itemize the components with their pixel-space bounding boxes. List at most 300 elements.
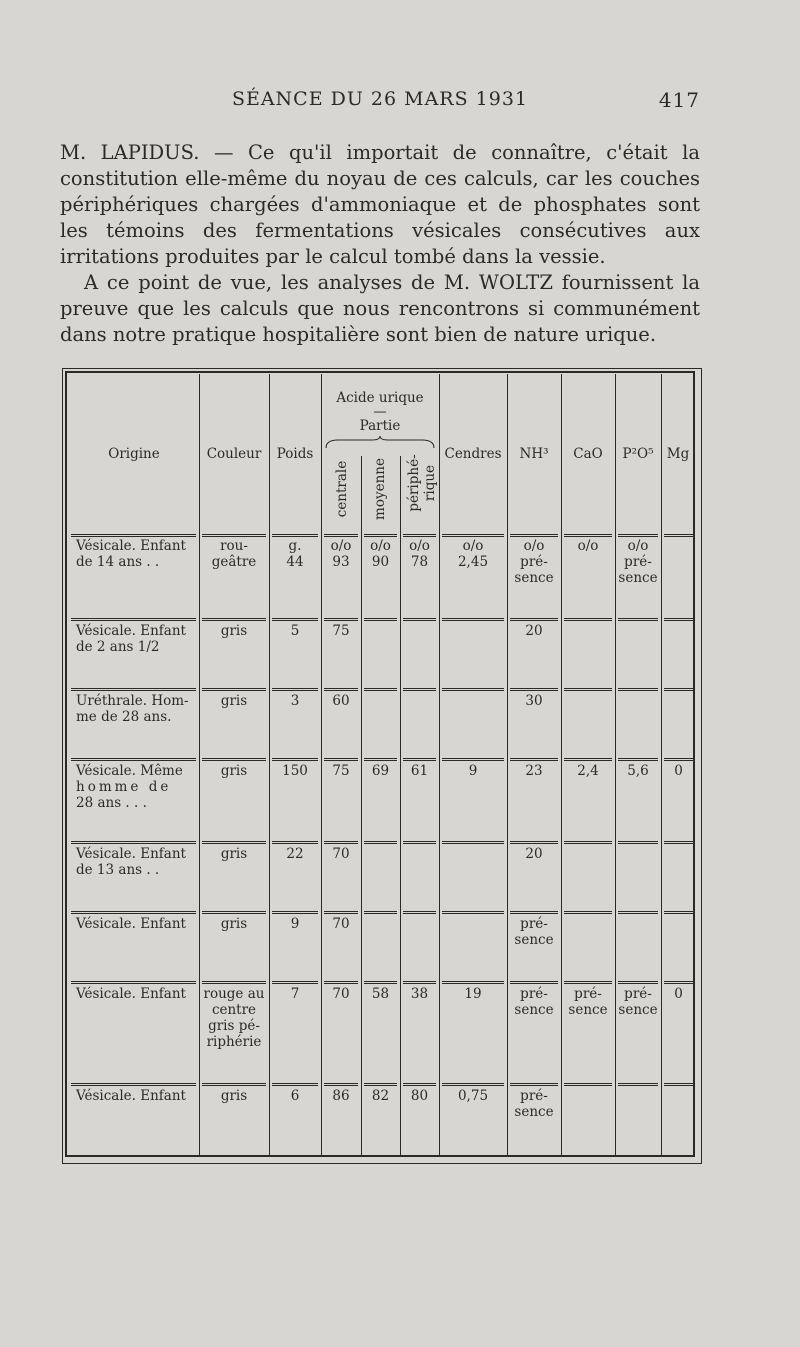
cell-line: gris (220, 846, 248, 862)
cell-couleur (201, 986, 267, 1050)
cell-line: sence (618, 570, 658, 586)
row-rule (618, 981, 658, 982)
header-poids: Poids (276, 446, 314, 462)
cell-origine (76, 1088, 195, 1104)
row-rule (510, 1083, 558, 1084)
column-rule (361, 456, 362, 1156)
row-rule (618, 983, 658, 984)
cell-line: 44 (286, 554, 304, 570)
cell-couleur (201, 538, 267, 570)
row-rule (403, 760, 436, 761)
row-rule (564, 620, 612, 621)
cell-line: 0 (674, 986, 683, 1002)
cell-line: o/o (523, 538, 545, 554)
row-rule (272, 534, 318, 535)
cell-centrale (323, 846, 359, 862)
row-rule (272, 1085, 318, 1086)
cell-poids (271, 916, 319, 932)
cell-line: geâtre (211, 554, 257, 570)
row-rule (403, 758, 436, 759)
row-rule (403, 1085, 436, 1086)
cell-poids (271, 763, 319, 779)
row-rule (71, 534, 196, 535)
cell-poids (271, 1088, 319, 1104)
row-rule (664, 620, 693, 621)
row-rule (364, 620, 397, 621)
cell-cao (563, 538, 613, 554)
row-rule (618, 843, 658, 844)
cell-line: pré- (520, 986, 548, 1002)
row-rule (272, 981, 318, 982)
cell-line: sence (514, 932, 554, 948)
cell-origine (76, 846, 195, 878)
cell-line: 60 (332, 693, 350, 709)
cell-poids (271, 538, 319, 570)
header-partie: Partie (359, 418, 401, 434)
cell-line: 70 (332, 846, 350, 862)
row-rule (403, 1083, 436, 1084)
row-rule (442, 688, 504, 689)
row-rule (202, 688, 266, 689)
row-rule (324, 911, 358, 912)
cell-line: 0,75 (457, 1088, 489, 1104)
cell-line: 70 (332, 986, 350, 1002)
row-rule (272, 843, 318, 844)
row-rule (403, 841, 436, 842)
paragraph-1-text: — Ce qu'il importait de connaître, c'était la constitution elle-même du noyau de ces calculs, car les couches périphériques chargées d'ammoniaque et de phosphates sont les témoins des fermentations vésicales consécutives aux irritations produites par le calcul tombé dans la vessie. (60, 141, 700, 268)
row-rule (618, 536, 658, 537)
cell-line: 90 (371, 554, 390, 570)
cell-line: pré- (624, 986, 652, 1002)
row-rule (564, 1085, 612, 1086)
row-rule (618, 1083, 658, 1084)
cell-moyenne (363, 763, 398, 779)
row-rule (442, 913, 504, 914)
row-rule (510, 534, 558, 535)
cell-centrale (323, 693, 359, 709)
row-rule (442, 841, 504, 842)
row-rule (618, 841, 658, 842)
row-rule (71, 618, 196, 619)
row-rule (272, 536, 318, 537)
cell-line: pré- (520, 1088, 548, 1104)
row-rule (510, 913, 558, 914)
cell-cao (563, 763, 613, 779)
row-rule (564, 534, 612, 535)
column-rule (439, 374, 440, 1156)
row-rule (202, 981, 266, 982)
cell-line: sence (618, 1002, 658, 1018)
row-rule (403, 983, 436, 984)
cell-centrale (323, 538, 359, 570)
row-rule (71, 981, 196, 982)
cell-line: 20 (525, 623, 543, 639)
row-rule (618, 913, 658, 914)
row-rule (364, 843, 397, 844)
row-rule (564, 841, 612, 842)
cell-cendres (441, 538, 505, 570)
row-rule (442, 1085, 504, 1086)
row-rule (664, 758, 693, 759)
row-rule (71, 536, 196, 537)
cell-line: 6 (290, 1088, 300, 1104)
row-rule (202, 620, 266, 621)
row-rule (364, 618, 397, 619)
column-rule (321, 374, 322, 1156)
row-rule (403, 911, 436, 912)
column-rule (661, 374, 662, 1156)
cell-origine (76, 623, 195, 655)
header-dash: — (373, 404, 387, 420)
row-rule (403, 688, 436, 689)
cell-p2o5 (617, 986, 659, 1018)
cell-moyenne (363, 1088, 398, 1104)
header-p2o5: P²O⁵ (622, 446, 654, 462)
row-rule (364, 981, 397, 982)
cell-line: 93 (332, 554, 350, 570)
row-rule (71, 690, 196, 691)
row-rule (664, 534, 693, 535)
row-rule (403, 618, 436, 619)
cell-line: Vésicale. Même (76, 763, 183, 779)
row-rule (324, 620, 358, 621)
row-rule (364, 758, 397, 759)
cell-moyenne (363, 986, 398, 1002)
row-rule (442, 534, 504, 535)
cell-line: gris pé- (208, 1018, 260, 1034)
row-rule (403, 913, 436, 914)
cell-line: gris (220, 763, 248, 779)
cell-couleur (201, 916, 267, 932)
cell-line: 70 (332, 916, 350, 932)
row-rule (71, 688, 196, 689)
row-rule (618, 911, 658, 912)
cell-line: sence (568, 1002, 608, 1018)
row-rule (664, 688, 693, 689)
row-rule (442, 760, 504, 761)
row-rule (510, 841, 558, 842)
row-rule (364, 841, 397, 842)
cell-origine (76, 763, 195, 811)
row-rule (202, 913, 266, 914)
row-rule (564, 758, 612, 759)
header-nh3: NH³ (519, 446, 549, 462)
cell-line: Vésicale. Enfant (76, 986, 186, 1002)
cell-line: o/o (627, 538, 649, 554)
cell-cao (563, 986, 613, 1018)
cell-line: 38 (410, 986, 429, 1002)
row-rule (324, 1085, 358, 1086)
row-rule (324, 760, 358, 761)
cell-line: gris (220, 693, 248, 709)
row-rule (272, 688, 318, 689)
row-rule (272, 618, 318, 619)
column-rule (400, 456, 401, 1156)
cell-line: 86 (332, 1088, 350, 1104)
row-rule (510, 843, 558, 844)
cell-line: 75 (332, 623, 350, 639)
row-rule (664, 760, 693, 761)
cell-line: o/o (330, 538, 352, 554)
row-rule (442, 536, 504, 537)
header-couleur: Couleur (206, 446, 262, 462)
row-rule (71, 913, 196, 914)
cell-line: 69 (371, 763, 390, 779)
row-rule (71, 911, 196, 912)
cell-line: gris (220, 623, 248, 639)
cell-line: 30 (525, 693, 543, 709)
row-rule (564, 1083, 612, 1084)
cell-line: 80 (410, 1088, 429, 1104)
row-rule (324, 1083, 358, 1084)
cell-line: o/o (577, 538, 599, 554)
row-rule (618, 690, 658, 691)
row-rule (664, 913, 693, 914)
row-rule (324, 981, 358, 982)
row-rule (71, 760, 196, 761)
row-rule (564, 688, 612, 689)
cell-line: 2,4 (577, 763, 599, 779)
row-rule (618, 534, 658, 535)
cell-nh3 (509, 693, 559, 709)
row-rule (564, 536, 612, 537)
row-rule (664, 911, 693, 912)
row-rule (564, 981, 612, 982)
row-rule (510, 758, 558, 759)
row-rule (364, 1083, 397, 1084)
cell-nh3 (509, 916, 559, 948)
page-number: 417 (658, 88, 700, 112)
row-rule (272, 760, 318, 761)
cell-line: 5,6 (627, 763, 649, 779)
row-rule (618, 620, 658, 621)
paragraph-2 (60, 270, 700, 348)
cell-mg (663, 763, 694, 779)
row-rule (272, 690, 318, 691)
cell-line: g. (288, 538, 302, 554)
cell-nh3 (509, 623, 559, 639)
speaker-name: M. LAPIDUS. (60, 141, 200, 164)
row-rule (403, 536, 436, 537)
header-peripherique-1: périphé- (406, 454, 422, 512)
row-rule (324, 758, 358, 759)
row-rule (510, 688, 558, 689)
row-rule (202, 1085, 266, 1086)
cell-line: de 14 ans . . (76, 554, 160, 570)
cell-line: 150 (282, 763, 308, 779)
row-rule (202, 536, 266, 537)
author-name: WOLTZ (478, 271, 553, 294)
cell-origine (76, 986, 195, 1002)
row-rule (324, 913, 358, 914)
cell-centrale (323, 1088, 359, 1104)
cell-nh3 (509, 986, 559, 1018)
row-rule (324, 843, 358, 844)
row-rule (364, 690, 397, 691)
cell-line: Vésicale. Enfant (76, 1088, 186, 1104)
cell-moyenne (363, 538, 398, 570)
column-rule (507, 374, 508, 1156)
cell-line: 61 (410, 763, 429, 779)
column-rule (199, 374, 200, 1156)
row-rule (510, 981, 558, 982)
cell-line: de 13 ans . . (76, 862, 160, 878)
row-rule (510, 618, 558, 619)
running-header (60, 88, 700, 118)
cell-line: centre (211, 1002, 257, 1018)
cell-line: riphérie (206, 1034, 262, 1050)
column-rule (615, 374, 616, 1156)
row-rule (364, 1085, 397, 1086)
cell-line: pré- (574, 986, 602, 1002)
cell-line: 20 (525, 846, 543, 862)
paragraph-2-part-a: A ce point de vue, les analyses de M. (84, 271, 479, 294)
row-rule (202, 758, 266, 759)
row-rule (618, 758, 658, 759)
row-rule (324, 534, 358, 535)
row-rule (442, 690, 504, 691)
cell-line: gris (220, 916, 248, 932)
row-rule (564, 760, 612, 761)
row-rule (442, 1083, 504, 1084)
cell-nh3 (509, 763, 559, 779)
row-rule (364, 983, 397, 984)
paragraph-1 (60, 140, 700, 270)
cell-line: 3 (290, 693, 300, 709)
cell-origine (76, 538, 195, 570)
cell-cendres (441, 763, 505, 779)
cell-line: 28 ans . . . (76, 795, 147, 811)
row-rule (403, 981, 436, 982)
cell-line: 23 (525, 763, 543, 779)
row-rule (664, 983, 693, 984)
row-rule (403, 843, 436, 844)
row-rule (618, 1085, 658, 1086)
row-rule (324, 688, 358, 689)
cell-line: 5 (290, 623, 300, 639)
row-rule (510, 690, 558, 691)
cell-cendres (441, 1088, 505, 1104)
row-rule (202, 983, 266, 984)
row-rule (364, 536, 397, 537)
row-rule (272, 620, 318, 621)
cell-poids (271, 846, 319, 862)
cell-mg (663, 986, 694, 1002)
row-rule (442, 983, 504, 984)
header-moyenne: moyenne (372, 458, 388, 520)
cell-line: de 2 ans 1/2 (76, 639, 160, 655)
cell-line: sence (514, 570, 554, 586)
row-rule (71, 620, 196, 621)
row-rule (202, 911, 266, 912)
cell-line: 58 (371, 986, 390, 1002)
row-rule (564, 913, 612, 914)
cell-centrale (323, 916, 359, 932)
row-rule (664, 536, 693, 537)
cell-line: 9 (468, 763, 478, 779)
row-rule (272, 758, 318, 759)
cell-line: rou- (220, 538, 248, 554)
row-rule (618, 760, 658, 761)
row-rule (71, 1083, 196, 1084)
row-rule (324, 983, 358, 984)
cell-couleur (201, 1088, 267, 1104)
row-rule (664, 690, 693, 691)
cell-line: sence (514, 1104, 554, 1120)
row-rule (664, 1085, 693, 1086)
row-rule (71, 841, 196, 842)
row-rule (202, 841, 266, 842)
row-rule (664, 618, 693, 619)
header-acide-urique: Acide urique (336, 390, 424, 406)
row-rule (442, 758, 504, 759)
row-rule (564, 843, 612, 844)
row-rule (618, 618, 658, 619)
cell-p2o5 (617, 538, 659, 586)
row-rule (510, 620, 558, 621)
cell-line: pré- (624, 554, 652, 570)
row-rule (403, 620, 436, 621)
row-rule (71, 843, 196, 844)
cell-poids (271, 986, 319, 1002)
header-centrale: centrale (334, 460, 350, 518)
paragraph-2-part-b: fournissent la preuve que les calculs que nous rencontrons si communément dans notre pratique hospitalière sont bien de nature urique. (60, 271, 701, 346)
row-rule (202, 690, 266, 691)
cell-cendres (441, 986, 505, 1002)
row-rule (442, 981, 504, 982)
row-rule (272, 911, 318, 912)
row-rule (324, 536, 358, 537)
header-mg: Mg (666, 446, 690, 462)
row-rule (202, 1083, 266, 1084)
row-rule (272, 841, 318, 842)
row-rule (272, 983, 318, 984)
row-rule (71, 758, 196, 759)
cell-line: me de 28 ans. (76, 709, 172, 725)
row-rule (324, 618, 358, 619)
cell-line: gris (220, 1088, 248, 1104)
cell-line: 82 (371, 1088, 390, 1104)
row-rule (202, 534, 266, 535)
row-rule (664, 981, 693, 982)
cell-line: 78 (410, 554, 429, 570)
cell-line: homme de (76, 779, 172, 795)
row-rule (618, 688, 658, 689)
row-rule (564, 618, 612, 619)
header-cendres: Cendres (444, 446, 502, 462)
cell-line: pré- (520, 554, 548, 570)
cell-couleur (201, 623, 267, 639)
row-rule (510, 983, 558, 984)
cell-peripherique (402, 986, 437, 1002)
cell-line: o/o (370, 538, 391, 554)
row-rule (364, 534, 397, 535)
row-rule (364, 911, 397, 912)
row-rule (510, 536, 558, 537)
cell-peripherique (402, 538, 437, 570)
cell-nh3 (509, 1088, 559, 1120)
cell-line: Vésicale. Enfant (76, 538, 186, 554)
row-rule (403, 534, 436, 535)
row-rule (664, 843, 693, 844)
row-rule (510, 911, 558, 912)
cell-peripherique (402, 763, 437, 779)
row-rule (202, 760, 266, 761)
row-rule (272, 913, 318, 914)
cell-line: o/o (462, 538, 484, 554)
cell-line: 2,45 (457, 554, 489, 570)
cell-line: Uréthrale. Hom- (76, 693, 189, 709)
